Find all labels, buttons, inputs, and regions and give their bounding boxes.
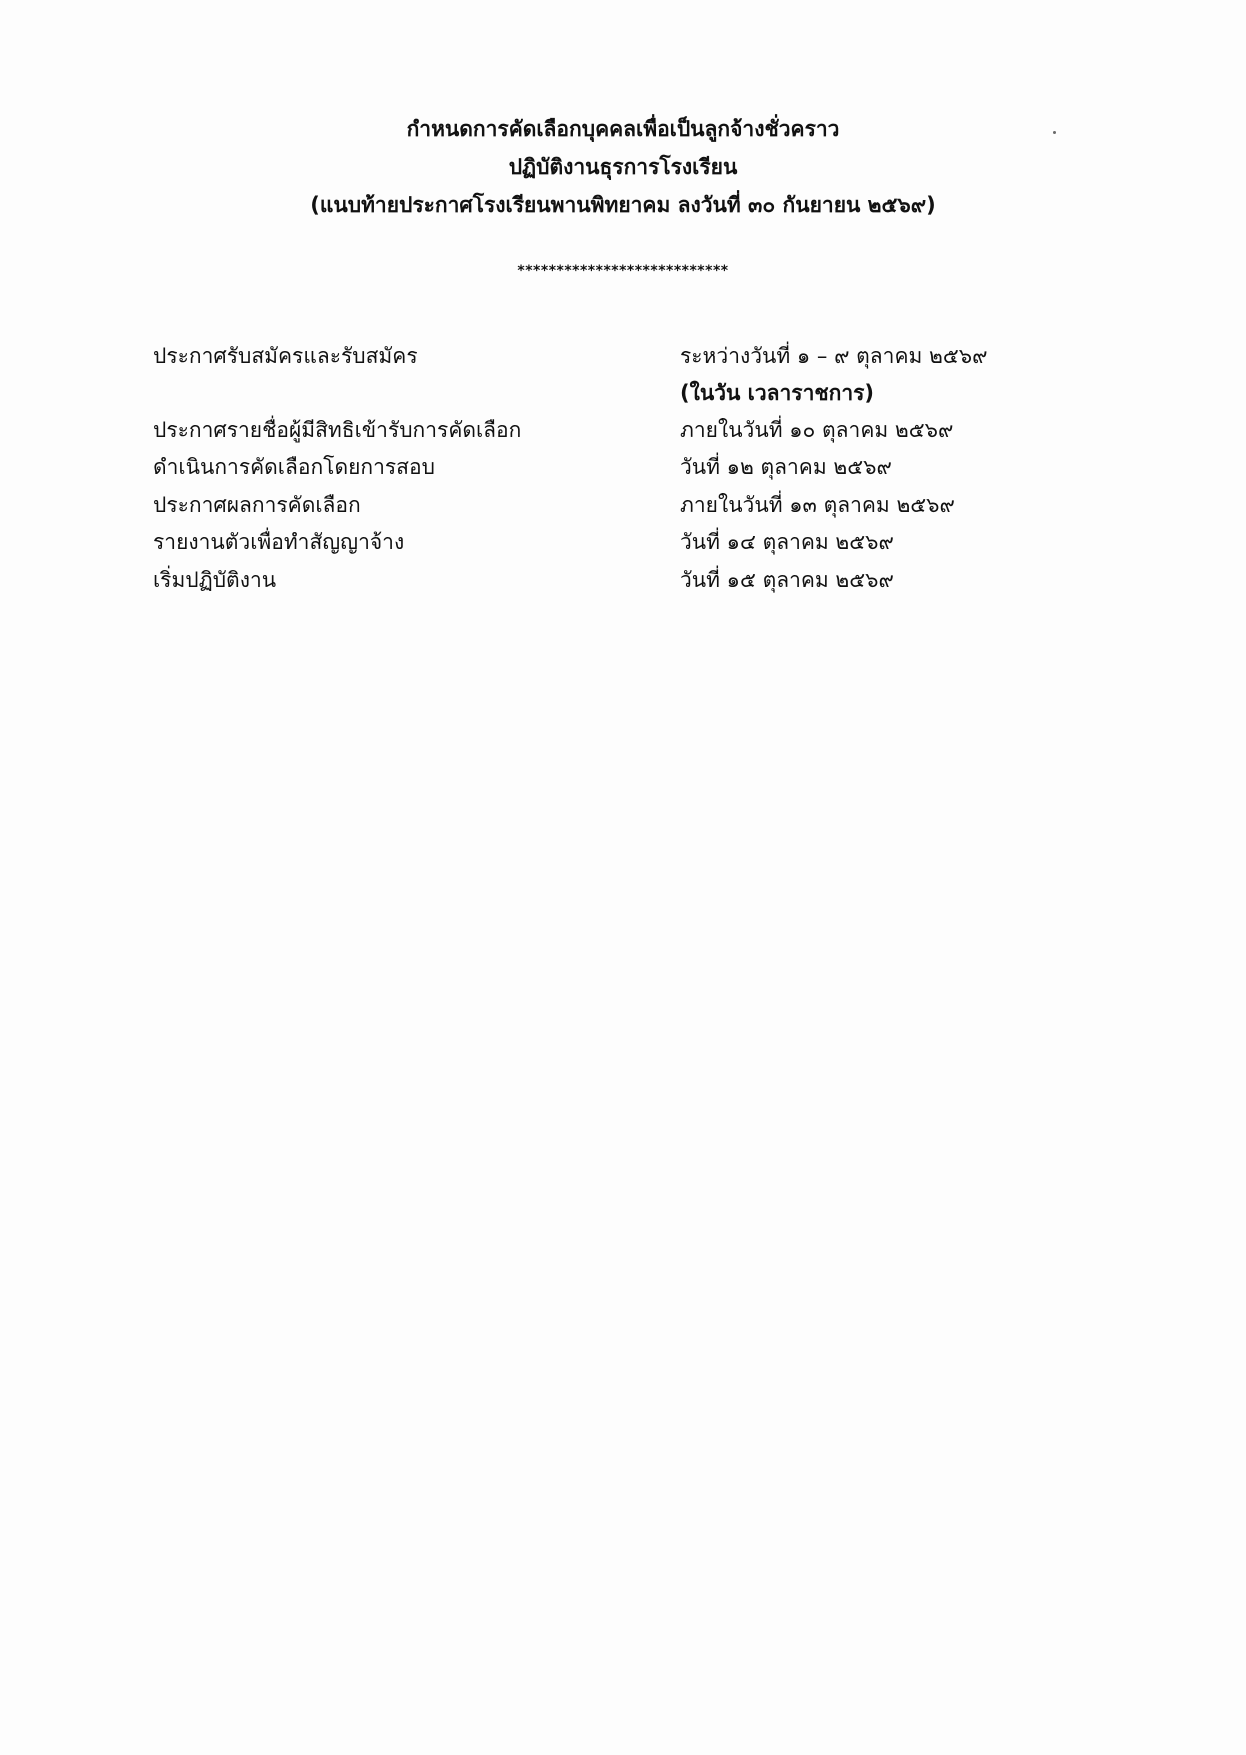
- schedule-label-contract: รายงานตัวเพื่อทำสัญญาจ้าง: [153, 530, 405, 554]
- schedule-date-application: ระหว่างวันที่ ๑ – ๙ ตุลาคม ๒๕๖๙: [680, 344, 988, 368]
- heading-line-3: (แนบท้ายประกาศโรงเรียนพานพิทยาคม ลงวันที่ ๓๐ กันยายน ๒๕๖๙): [310, 193, 936, 217]
- schedule-note-office-hours: (ในวัน เวลาราชการ): [680, 381, 875, 405]
- schedule-date-start-work: วันที่ ๑๕ ตุลาคม ๒๕๖๙: [680, 568, 894, 592]
- schedule-label-examination: ดำเนินการคัดเลือกโดยการสอบ: [153, 455, 435, 479]
- schedule-date-results: ภายในวันที่ ๑๓ ตุลาคม ๒๕๖๙: [680, 493, 955, 517]
- document-heading: [0, 112, 1246, 222]
- schedule-date-examination: วันที่ ๑๒ ตุลาคม ๒๕๖๙: [680, 455, 892, 479]
- heading-line-2: ปฏิบัติงานธุรการโรงเรียน: [508, 155, 738, 179]
- schedule-label-start-work: เริ่มปฏิบัติงาน: [153, 568, 277, 592]
- heading-line-1: กำหนดการคัดเลือกบุคคลเพื่อเป็นลูกจ้างชั่วคราว: [406, 117, 840, 141]
- schedule-date-eligible-list: ภายในวันที่ ๑๐ ตุลาคม ๒๕๖๙: [680, 418, 954, 442]
- schedule-label-application: ประกาศรับสมัครและรับสมัคร: [153, 344, 418, 368]
- schedule-label-eligible-list: ประกาศรายชื่อผู้มีสิทธิเข้ารับการคัดเลือก: [153, 418, 522, 442]
- schedule-date-contract: วันที่ ๑๔ ตุลาคม ๒๕๖๙: [680, 530, 894, 554]
- schedule-label-results: ประกาศผลการคัดเลือก: [153, 493, 361, 517]
- asterisk-separator: ***************************: [517, 263, 729, 279]
